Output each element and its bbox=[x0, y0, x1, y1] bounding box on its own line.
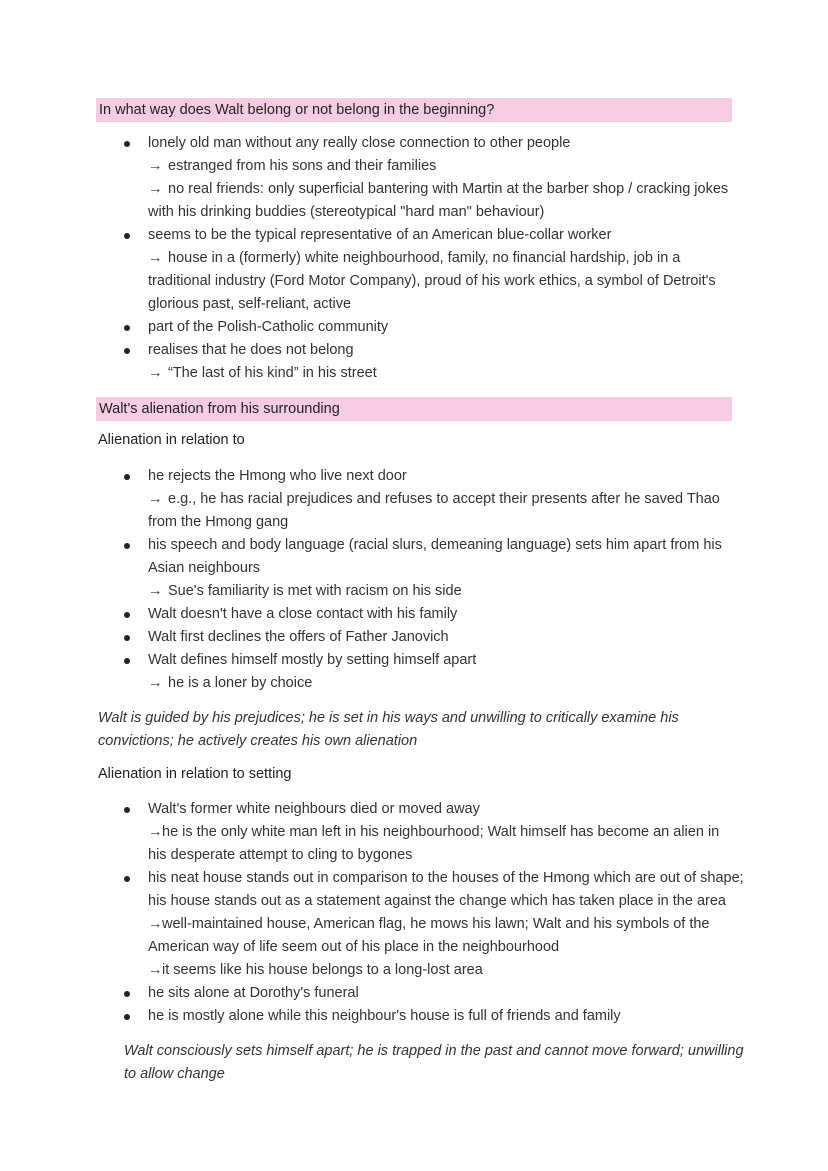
arrow-icon: → bbox=[148, 491, 163, 507]
list-item: Walt defines himself mostly by setting himself apart → he is a loner by choice bbox=[0, 649, 728, 695]
list-item: he rejects the Hmong who live next door → e.g., he has racial prejudices and refuses to accept their presents after he saved Thao from the Hmong gang bbox=[0, 465, 728, 534]
list-item: his neat house stands out in comparison to the houses of the Hmong which are out of shape; his house stands out as a statement against the change which has taken place in the area →well-maintained house, American flag, he mows his lawn; Walt and his symbols of the American way of life seem out of his place in the neighbourhood →it seems like his house belongs to a long-lost area bbox=[0, 867, 728, 982]
arrow-icon: → bbox=[148, 824, 163, 840]
list-item: part of the Polish-Catholic community bbox=[0, 316, 728, 339]
subheading-relation: Alienation in relation to bbox=[98, 432, 245, 448]
list-item: Walt doesn't have a close contact with his family bbox=[0, 603, 728, 626]
bullet-icon bbox=[124, 141, 130, 147]
bullet-icon bbox=[124, 658, 130, 664]
list-item: lonely old man without any really close connection to other people → estranged from his sons and their families → no real friends: only superficial bantering with Martin at the barber shop / cracking jokes with his drinking buddies (stereotypical "hard man" behaviour) bbox=[0, 132, 728, 224]
list-item: his speech and body language (racial slurs, demeaning language) sets him apart from his Asian neighbours → Sue's familiarity is met with racism on his side bbox=[0, 534, 728, 603]
bullet-icon bbox=[124, 612, 130, 618]
bullet-icon bbox=[124, 807, 130, 813]
list-item: Walt's former white neighbours died or moved away →he is the only white man left in his neighbourhood; Walt himself has become an alien in his desperate attempt to cling to bygones bbox=[0, 798, 728, 867]
arrow-icon: → bbox=[148, 675, 163, 691]
list-item: seems to be the typical representative of an American blue-collar worker → house in a (formerly) white neighbourhood, family, no financial hardship, job in a traditional industry (Ford Motor Company), proud of his work ethics, a symbol of Detroit's glorious past, self-reliant, active bbox=[0, 224, 728, 316]
arrow-icon: → bbox=[148, 916, 163, 932]
list-item: Walt first declines the offers of Father Janovich bbox=[0, 626, 728, 649]
list-item: he is mostly alone while this neighbour's house is full of friends and family bbox=[0, 1005, 728, 1028]
alienation-list bbox=[0, 465, 728, 695]
arrow-icon: → bbox=[148, 158, 163, 174]
bullet-icon bbox=[124, 474, 130, 480]
section-heading-alienation: Walt's alienation from his surrounding bbox=[96, 397, 732, 421]
conclusion-apart: Walt consciously sets himself apart; he is trapped in the past and cannot move forward; unwilling to allow change bbox=[124, 1043, 744, 1082]
section-heading-belonging: In what way does Walt belong or not belong in the beginning? bbox=[96, 98, 732, 122]
arrow-icon: → bbox=[148, 583, 163, 599]
arrow-icon: → bbox=[148, 365, 163, 381]
bullet-icon bbox=[124, 348, 130, 354]
subheading-setting: Alienation in relation to setting bbox=[98, 766, 292, 782]
arrow-icon: → bbox=[148, 962, 163, 978]
list-item: he sits alone at Dorothy's funeral bbox=[0, 982, 728, 1005]
arrow-icon: → bbox=[148, 250, 163, 266]
bullet-icon bbox=[124, 325, 130, 331]
bullet-icon bbox=[124, 876, 130, 882]
bullet-icon bbox=[124, 991, 130, 997]
bullet-icon bbox=[124, 543, 130, 549]
bullet-icon bbox=[124, 635, 130, 641]
bullet-icon bbox=[124, 233, 130, 239]
belonging-list bbox=[0, 132, 728, 385]
setting-list bbox=[0, 798, 744, 1028]
arrow-icon: → bbox=[148, 181, 163, 197]
bullet-icon bbox=[124, 1014, 130, 1020]
conclusion-prejudices: Walt is guided by his prejudices; he is set in his ways and unwilling to critically examine his convictions; he actively creates his own alienation bbox=[98, 710, 679, 749]
list-item: realises that he does not belong → “The last of his kind” in his street bbox=[0, 339, 728, 385]
